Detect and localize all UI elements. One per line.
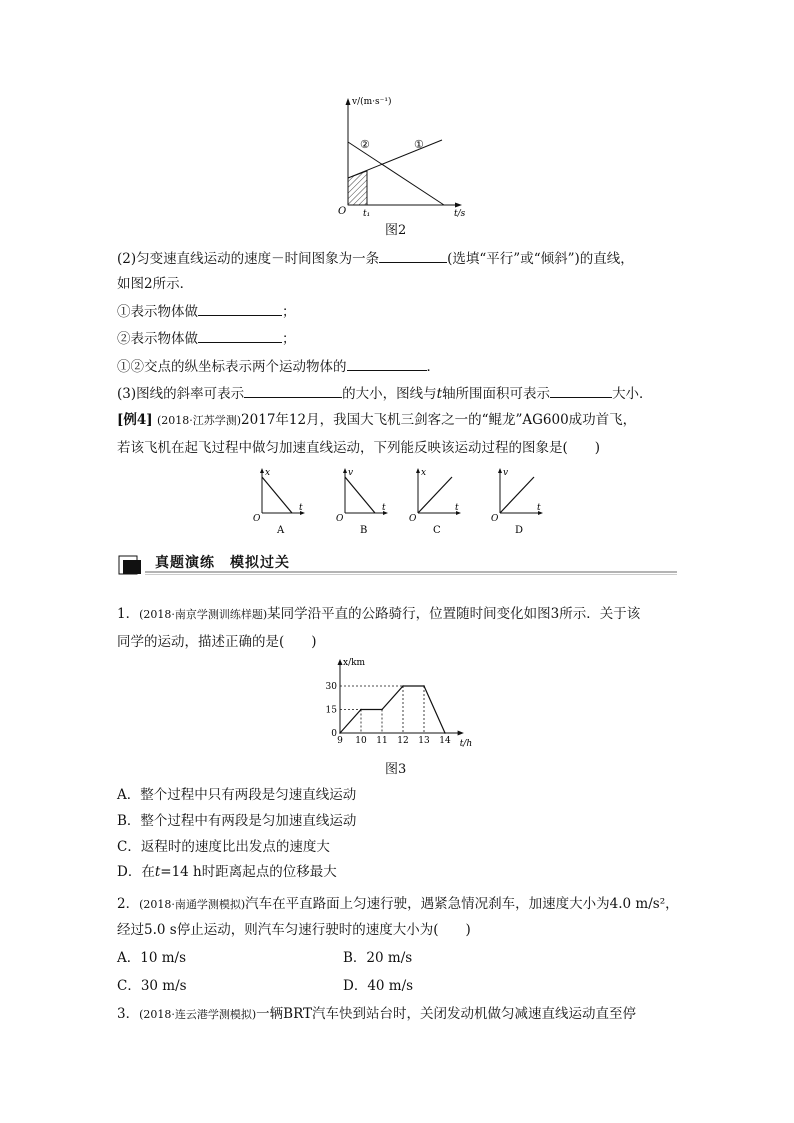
- example-4-text-1: 2017年12月，我国大飞机三剑客之一的“鲲龙”AG600成功首飞，: [241, 412, 637, 428]
- x-tick-label: 14: [439, 736, 451, 746]
- q1-option-d-t: t: [154, 864, 161, 880]
- data-point: [402, 685, 404, 687]
- para-3-t: t: [436, 386, 443, 402]
- question-1-text-1: 某同学沿平直的公路骑行，位置随时间变化如图3所示．关于该: [267, 606, 641, 622]
- question-source: (2018·连云港学测模拟): [139, 1008, 257, 1021]
- item-1-text: ①表示物体做: [117, 304, 198, 320]
- x-tick-label: 10: [355, 736, 367, 746]
- q2-option-b: B．20 m/s: [343, 950, 413, 966]
- line-2-label: ②: [360, 138, 370, 151]
- origin-label: O: [338, 206, 347, 217]
- x-axis-arrow-icon: [455, 203, 462, 208]
- answer-blank: [550, 383, 612, 398]
- question-3-text-1: 一辆BRT汽车快到站台时，关闭发动机做匀减速直线运动直至停: [256, 1006, 637, 1022]
- example-tag: [例4]: [117, 412, 153, 428]
- option-graph-c: [406, 465, 468, 540]
- y-axis-label: x/km: [343, 658, 366, 668]
- graph-line: [262, 477, 292, 513]
- origin-label: O: [253, 514, 261, 524]
- y-axis-arrow-icon: [343, 468, 347, 473]
- data-point: [444, 732, 446, 734]
- q1-option-d-text-b: =14 h时距离起点的位移最大: [160, 864, 337, 880]
- y-tick-label: 30: [325, 682, 337, 692]
- option-label: A: [277, 525, 285, 536]
- x-axis-label: t/s: [454, 209, 466, 217]
- figure-2-caption: 图2: [385, 223, 407, 238]
- item-2: [117, 328, 296, 349]
- para-3-text-b: 的大小，图线与: [342, 386, 437, 402]
- data-point: [381, 709, 383, 711]
- q2-option-d: D．40 m/s: [343, 978, 414, 994]
- data-point: [339, 732, 341, 734]
- option-graph-b: [333, 465, 395, 540]
- data-point: [360, 709, 362, 711]
- y-label: x: [421, 468, 427, 478]
- para-3-text-a: (3)图线的斜率可表示: [117, 386, 245, 402]
- q2-option-c: C．30 m/s: [117, 978, 187, 994]
- item-1-tail: ；: [282, 304, 296, 320]
- y-tick-label: 0: [331, 729, 337, 739]
- option-label: C: [433, 525, 441, 536]
- item-1: [117, 301, 296, 322]
- graph-line: [500, 477, 534, 513]
- y-label: v: [503, 468, 509, 478]
- question-2-line-1: [117, 894, 679, 915]
- q1-option-d: [117, 862, 337, 882]
- option-label: D: [515, 525, 524, 536]
- question-number: 1．: [117, 606, 140, 622]
- question-2-line-2: 经过5.0 s停止运动，则汽车匀速行驶时的速度大小为( ): [117, 922, 471, 938]
- option-label: B: [360, 525, 368, 536]
- question-source: (2018·南京学测训练样题): [139, 608, 268, 621]
- y-axis-arrow-icon: [498, 468, 502, 473]
- item-2-tail: ；: [282, 331, 296, 347]
- example-source: (2018·江苏学测): [156, 414, 242, 427]
- question-3-line-1: [117, 1004, 636, 1025]
- para-2-line-1: [117, 248, 634, 269]
- question-1-line-2: 同学的运动，描述正确的是( ): [117, 634, 317, 650]
- y-label: x: [265, 468, 271, 478]
- t1-label: t₁: [363, 209, 371, 217]
- para-3-text-d: 大小．: [612, 386, 653, 402]
- line-1-label: ①: [414, 138, 424, 151]
- para-3: [117, 383, 653, 404]
- option-graph-d: [488, 465, 550, 540]
- y-tick-label: 15: [325, 705, 337, 716]
- q1-option-a: A．整个过程中只有两段是匀速直线运动: [117, 787, 357, 803]
- data-point: [423, 685, 425, 687]
- section-header: [117, 548, 677, 576]
- y-axis-arrow-icon: [346, 98, 351, 105]
- answer-blank: [244, 383, 342, 398]
- section-title: 真题演练 模拟过关: [155, 555, 290, 571]
- item-3-text: ①②交点的纵坐标表示两个运动物体的: [117, 359, 347, 375]
- question-number: 3．: [117, 1006, 140, 1022]
- origin-label: O: [336, 514, 344, 524]
- y-label: v: [348, 468, 354, 478]
- x-label: t: [299, 503, 303, 513]
- y-axis-arrow-icon: [260, 468, 264, 473]
- para-2-line-2: 如图2所示．: [117, 276, 194, 292]
- answer-blank: [198, 328, 282, 343]
- x-tick-label: 11: [376, 736, 388, 746]
- question-2-text-1: 汽车在平直路面上匀速行驶，遇紧急情况刹车，加速度大小为4.0 m/s²，: [245, 896, 679, 912]
- origin-label: O: [409, 514, 417, 524]
- para-3-text-c: 轴所围面积可表示: [442, 386, 551, 402]
- x-tick-label: 9: [337, 736, 343, 746]
- x-tick-label: 12: [397, 736, 409, 746]
- q1-option-d-text-a: D．在: [117, 864, 155, 880]
- answer-blank: [347, 356, 427, 371]
- item-2-text: ②表示物体做: [117, 331, 198, 347]
- item-3: [117, 356, 440, 377]
- para-2-text-b: (选填“平行”或“倾斜”)的直线，: [447, 251, 634, 267]
- x-label: t: [455, 503, 459, 513]
- para-2-text-a: (2)匀变速直线运动的速度－时间图象为一条: [117, 251, 380, 267]
- position-series-line: [340, 686, 445, 733]
- x-label: t: [382, 503, 386, 513]
- y-axis-arrow-icon: [338, 659, 343, 665]
- item-3-tail: ．: [426, 359, 440, 375]
- q2-option-a: A．10 m/s: [117, 950, 186, 966]
- graph-line: [345, 477, 375, 513]
- figure-3-caption: 图3: [385, 762, 407, 777]
- example-4-line-2: 若该飞机在起飞过程中做匀加速直线运动，下列能反映该运动过程的图象是( ): [117, 440, 601, 456]
- figure-2: [330, 92, 480, 217]
- question-1-line-1: [117, 604, 640, 625]
- example-4-line-1: [117, 410, 636, 431]
- x-label: t: [537, 503, 541, 513]
- x-tick-label: 13: [418, 736, 430, 746]
- y-axis-arrow-icon: [416, 468, 420, 473]
- answer-blank: [379, 248, 447, 263]
- origin-label: O: [491, 514, 499, 524]
- q1-option-b: B．整个过程中有两段是匀加速直线运动: [117, 813, 357, 829]
- x-axis-label: t/h: [459, 739, 473, 749]
- y-axis-label: v/(m·s⁻¹): [352, 97, 392, 107]
- x-axis-arrow-icon: [458, 731, 464, 736]
- answer-blank: [198, 301, 282, 316]
- option-graph-a: [250, 465, 312, 540]
- q1-option-c: C．返程时的速度比出发点的速度大: [117, 839, 330, 855]
- graph-line: [418, 477, 452, 513]
- question-source: (2018·南通学测模拟): [139, 898, 246, 911]
- figure-3-chart: [320, 656, 480, 751]
- question-number: 2．: [117, 896, 140, 912]
- hatched-area: [348, 171, 367, 205]
